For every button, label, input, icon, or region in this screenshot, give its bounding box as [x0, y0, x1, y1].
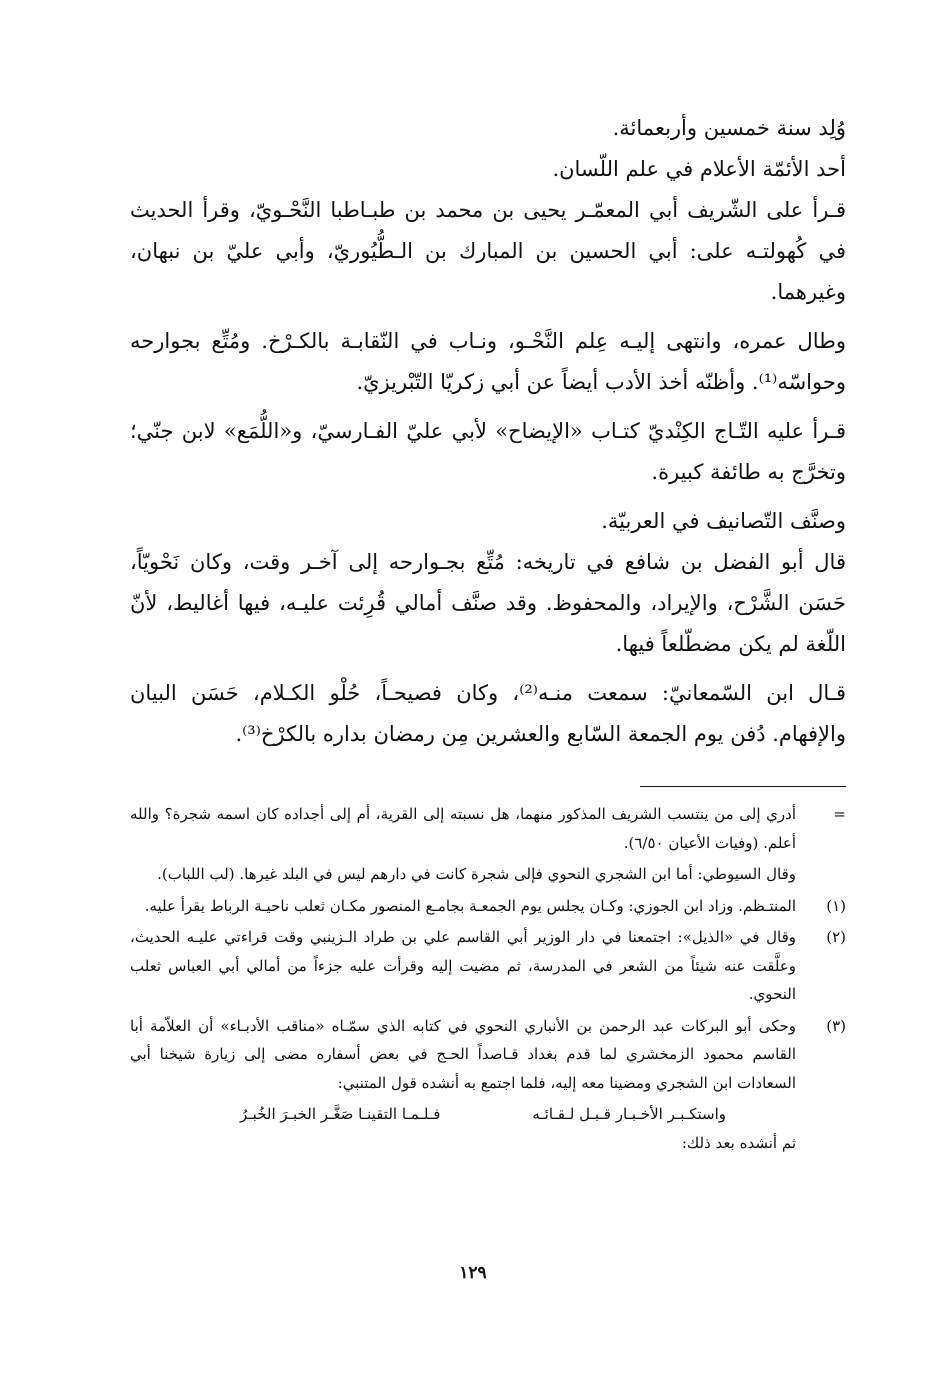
verse-first-hemistich: واستكـبـر الأخـبـار قـبـل لـقـائـه: [532, 1105, 726, 1123]
paragraph-works: وصنَّف التّصانيف في العربيّة.: [601, 509, 846, 533]
footnote-marker: [796, 860, 846, 889]
page-number: ١٢٩: [459, 1263, 487, 1283]
paragraph-rank: أحد الأئمّة الأعلام في علم اللّسان.: [552, 157, 846, 181]
footnote-text: ثم أنشده بعد ذلك:: [681, 1133, 796, 1152]
poetry-verse: [130, 1100, 846, 1129]
footnote-2: [130, 923, 846, 1009]
footnotes: [130, 800, 846, 1160]
paragraph-ibn-shafi: قال أبو الفضل بن شافع في تاريخه: مُتِّع بجـوارحه إلى آخـر وقت، وكان نَحْويّاً، حَسَن الشَّرْح، والإيراد، والمحفوظ. وقد صنَّف أمالي قُرِئت عليـه، فيها أغاليط، لأنّ اللّغة لم يكن مضطّلعاً فيها.: [130, 550, 846, 656]
footnote-suyuti: [130, 860, 846, 889]
main-text: [130, 108, 846, 755]
footnote-marker: (١): [826, 896, 846, 915]
paragraph-teachers: قـرأ على الشّريف أبي المعمّـر يحيى بن محمد بن طبـاطبا النَّحْـويّ، وقرأ الحديث في كُهولتـه على: أبي الحسين بن المبارك بن الـطُّيُوريّ، وأبي عليّ بن نبهان، وغيرهما.: [130, 198, 846, 304]
footnote-text: وقال في «الذيل»: اجتمعنا في دار الوزير أبي القاسم علي بن طراد الـزينبي وقت قراءتي عليـه الحديث، وعلَّقت عنه شيئاً من الشعر في المدرسة، ثم مضيت إليه وقرأت عليه جزءاً من أمالي أبي العباس ثعلب النحوي.: [130, 928, 796, 1003]
footnote-3: [130, 1012, 846, 1098]
paragraph-birth: وُلِد سنة خمسين وأربعمائة.: [612, 116, 846, 140]
verse-second-hemistich: فـلـمـا التقينـا صَغَّـر الخبـرَ الخُبـرُ: [240, 1105, 441, 1123]
paragraph-samani: قـال ابن السّمعانيّ: سمعت منـه⁽²⁾، وكان فصيحـاً، حُلْو الكـلام، حَسَن البيان والإفهام. دُفن يوم الجمعة السّابع والعشرين مِن رمضان بداره بالكرْخ⁽³⁾.: [130, 681, 847, 746]
footnote-text: المنتـظم. وزاد ابن الجوزي: وكـان يجلس يوم الجمعـة بجامـع المنصور مكـان ثعلب ناحيـة الرباط يقرأ عليه.: [144, 896, 796, 915]
footnote-marker: =: [833, 805, 846, 823]
footnote-text: وحكى أبو البركات عبد الرحمن بن الأنباري النحوي في كتابه الذي سمّـاه «مناقب الأدبـاء» أن العلاّمة أبا القاسم محمود الزمخشري لما قدم بغداد قـاصداً الحـج في بعض أسفاره مضى إلى زيارة شيخنا أبي السعادات ابن الشجري ومضينا معه إليه، فلما اجتمع به أنشده قول المتنبي:: [130, 1016, 796, 1092]
paragraph-students: قـرأ عليه التّـاج الكِنْديّ كتـاب «الإيضاح» لأبي عليّ الفـارسيّ، و«اللُّمَع» لابن جنّي؛ وتخرَّج به طائفة كبيرة.: [130, 419, 846, 484]
footnote-divider: [640, 786, 846, 787]
footnote-text: أدري إلى من ينتسب الشريف المذكور منهما، هل نسبته إلى القرية، أم إلى أجداده كان اسمه شجرة؟ والله أعلم. (وفيات الأعيان ٦/٥٠).: [130, 805, 796, 852]
footnote-marker: (٢): [826, 928, 846, 946]
footnote-text: وقال السيوطي: أما ابن الشجري النحوي فإلى شجرة كانت في دارهم ليس في البلد غيرها. (لب اللباب).: [157, 865, 796, 883]
footnote-marker-empty: [796, 1129, 846, 1158]
footnote-continuation: [130, 800, 846, 857]
paragraph-life: وطال عمره، وانتهى إليـه عِلم النَّحْـو، ونـاب في النّقابـة بالكـرْخ. ومُتِّع بجوارحه وحواسّه⁽¹⁾. وأظنّه أخذ الأدب أيضاً عن أبي زكريّا التّبْريزيّ.: [130, 329, 846, 394]
footnote-marker: (٣): [826, 1016, 846, 1035]
footnote-3-end: [130, 1129, 846, 1158]
footnote-1: [130, 892, 846, 921]
